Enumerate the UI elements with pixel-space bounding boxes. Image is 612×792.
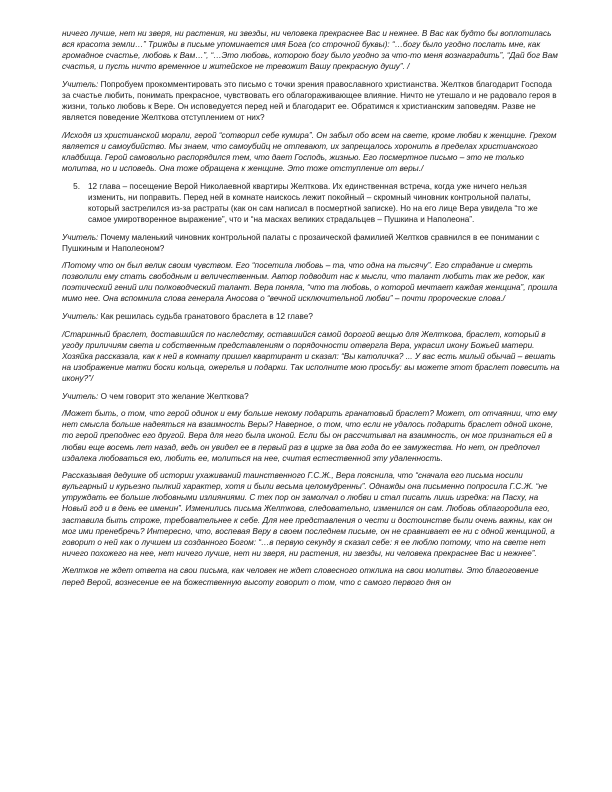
list-item-text: 12 глава – посещение Верой Николаевной квартиры Желткова. Их единственная встреча, когда уже ничего нельзя изменить, ни поправить. Перед ней в комнате наискось лежит покойный – скромный чиновник контрольной палаты, который застрелился из-за растраты (как он сам написал в посмертной записке). Но на его лице Вера увидела “то же самое умиротворенное выражение”, что и “на масках великих страдальцев – Пушкина и Наполеона”. <box>88 181 538 224</box>
teacher-label: Учитель: <box>62 312 99 322</box>
paragraph-4-text: Почему маленький чиновник контрольной палаты с прозаической фамилией Желтков сравнился в ее понимании с Пушкиным и Наполеоном? <box>62 232 540 253</box>
document-page <box>62 28 562 594</box>
paragraph-10: Рассказывая дедушке об истории ухаживаний таинственного Г.С.Ж., Вера пояснила, что “сначала его письма носили вульгарный и курьезно пылкий характер, хотя и были весьма целомудренны”. Однажды она письменно попросила Г.С.Ж. “не утруждать ее больше любовными излияниями. С тех пор он замолчал о любви и стал писать лишь изредка: на Пасху, на Новый год и в день ее именин”. Изменились письма Желткова, следовательно, изменился он сам. Любовь облагородила его, заставила быть строже, требовательнее к себе. Для нее представления о чести и достоинстве были очень важны, как он мог ими пренебречь? Интересно, что, воспевая Веру в своем последнем письме, он не сравнивает ее ни с одной женщиной, а говорит о ней как о лучшем из созданного Богом: “…в первую секунду я сказал себе: я ее люблю потому, что на свете нет ничего похожего на нее, нет ничего лучше, нет ни зверя, ни растения, ни звезды, ни человека прекраснее Вас и нежнее”. <box>62 471 555 558</box>
paragraph-2-text: Попробуем прокомментировать это письмо с точки зрения православного христианства. Желтков благодарит Господа за счастье любить, понимать прекрасное, чувствовать его облагораживающее влияние. Ничто не утешало и не радовало героя в жизни, только любовь к Вере. Он исповедуется перед ней и благодарит ее. Обратимся к христианским заповедям. Разве не является поведение Желткова отступлением от них? <box>62 79 557 123</box>
paragraph-2 <box>62 79 562 123</box>
list-item <box>62 181 562 225</box>
paragraph-6 <box>62 311 562 322</box>
paragraph-6-text: Как решилась судьба гранатового браслета в 12 главе? <box>98 312 313 322</box>
paragraph-5: /Потому что он был велик своим чувством. Его “посетила любовь – та, что одна на тысячу”. Его страдание и смерть позволили ему стать свободным и величественным. Автор подводит нас к мысли, что талант любить так же редок, как поэтический гений или полководческий талант. Вера поняла, “что та любовь, о которой мечтает каждая женщина”, прошла мимо нее. Она вспомнила слова генерала Аносова о “вечной исключительной любви” – почти пророческие слова./ <box>62 261 558 304</box>
paragraph-1: ничего лучше, нет ни зверя, ни растения, ни звезды, ни человека прекраснее Вас и нежнее. В Вас как будто бы воплотилась вся красота земли…” Трижды в письме упоминается имя Бога (со строчной буквы): “…богу было угодно послать мне, как громадное счастье, любовь к Вам…”, “…Это любовь, которою богу было угодно за что-то меня вознаградить”, “Дай бог Вам счастья, и пусть ничто временное и житейское не тревожит Вашу прекрасную душу”. / <box>62 29 558 72</box>
teacher-label: Учитель: <box>62 79 99 89</box>
paragraph-4 <box>62 232 562 254</box>
paragraph-7: /Старинный браслет, доставшийся по наследству, оставшийся самой дорогой вещью для Желткова, браслет, который в угоду приличиям света и собственным представлениям о порядочности отвергла Вера, украсил икону Божьей матери. Хозяйка рассказала, как к ней в комнату пришел квартирант и сказал: “Вы католичка? ... У вас есть милый обычай – вешать на изображение матки боски кольца, ожерелья и подарки. Так исполните мою просьбу: вы можете этот браслет повесить на икону?”/ <box>62 329 560 384</box>
paragraph-9: /Может быть, о том, что герой одинок и ему больше некому подарить гранатовый браслет? Может, от отчаянии, что ему нет смысла больше надеяться на взаимность Веры? Наверное, о том, что если не удалось подарить браслет одной иконе, то герой преподнес его другой. Вера для него была иконой. Если бы он рассчитывал на взаимность, он мог признаться ей в любви еще восемь лет назад, ведь он увидел ее в первый раз в цирке за два года до ее замужества. Но нет, он предпочел издалека любоваться ею, любить ее, молиться на нее, считая естественной эту удаленность. <box>62 409 557 463</box>
teacher-label: Учитель: <box>62 391 99 401</box>
paragraph-8-text: О чем говорит это желание Желткова? <box>98 391 249 401</box>
paragraph-8 <box>62 391 562 402</box>
teacher-label: Учитель: <box>62 232 99 242</box>
paragraph-3: /Исходя из христианской морали, герой “сотворил себе кумира”. Он забыл обо всем на свете, кроме любви к женщине. Грехом является и самоубийство. Мы знаем, что самоубийц не отпевают, их запрещалось хоронить в пределах христианского кладбища. Герой самовольно распорядился тем, что дает Господь, жизнью. Его посмертное письмо – это не только молитва, но и исповедь. Она тоже обращена к женщине. Это тоже отступление от веры./ <box>62 130 557 174</box>
list-item-number: 5. <box>73 181 80 191</box>
paragraph-11: Желтков не ждет ответа на свои письма, как человек не ждет словесного отклика на свои молитвы. Это благоговение перед Верой, вознесение ее на божественную высоту говорит о том, что с самого первого дня он <box>62 566 539 587</box>
